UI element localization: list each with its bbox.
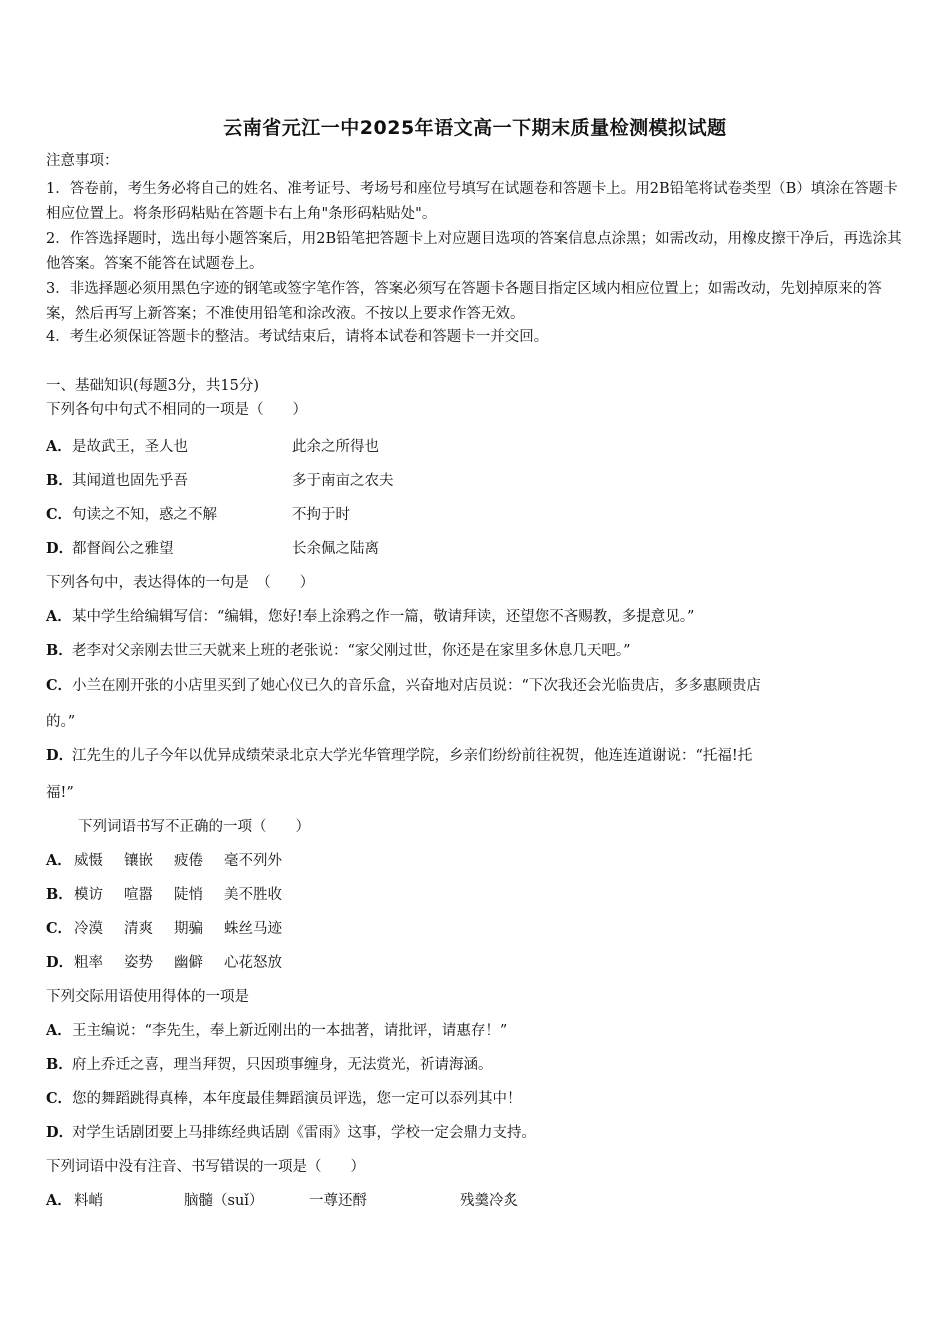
question-2-option-a	[46, 607, 694, 627]
word-4: 心花怒放	[224, 955, 282, 971]
option-label: C．	[46, 1090, 73, 1107]
notice-item-4: 4．考生必须保证答题卡的整洁。考试结束后，请将本试卷和答题卡一并交回。	[46, 329, 549, 345]
option-text: 对学生话剧团要上马排练经典话剧《雷雨》这事，学校一定会鼎力支持。	[72, 1125, 536, 1141]
option-text: 句读之不知，惑之不解	[72, 507, 217, 523]
question-1-option-d	[46, 539, 446, 559]
option-label: A．	[46, 438, 72, 455]
question-2-option-d-cont: 福!”	[46, 785, 74, 801]
question-2-stem: 下列各句中，表达得体的一句是 （ ）	[46, 575, 315, 591]
word-1: 冷漠	[74, 921, 103, 937]
word-4: 蛛丝马迹	[224, 921, 282, 937]
word-1: 粗率	[74, 955, 103, 971]
option-label: C．	[46, 920, 73, 937]
option-text: 是故武王，圣人也	[72, 439, 188, 455]
word-2: 清爽	[124, 921, 153, 937]
option-label: A．	[46, 608, 72, 625]
word-4: 残羹冷炙	[460, 1193, 518, 1209]
word-4: 美不胜收	[224, 887, 282, 903]
notice-item-3: 3．非选择题必须用黑色字迹的钢笔或签字笔作答，答案必须写在答题卡各题目指定区域内相应位置上；如需改动，先划掉原来的答案，然后再写上新答案；不准使用铅笔和涂改液。不按以上要求作答无效。	[46, 281, 882, 322]
option-label: D．	[46, 954, 74, 971]
option-label: C．	[46, 677, 73, 694]
question-3-option-b	[46, 885, 446, 905]
word-1: 模访	[74, 887, 103, 903]
option-text-2: 长余佩之陆离	[292, 541, 379, 557]
question-4-stem: 下列交际用语使用得体的一项是	[46, 989, 249, 1005]
option-text: 您的舞蹈跳得真棒，本年度最佳舞蹈演员评选，您一定可以忝列其中！	[72, 1091, 522, 1107]
option-label: A．	[46, 1192, 72, 1209]
word-1: 威慑	[74, 853, 103, 869]
option-text-2: 多于南亩之农夫	[292, 473, 394, 489]
question-2-option-b	[46, 641, 631, 661]
word-3: 一尊还酹	[309, 1193, 367, 1209]
question-4-option-d	[46, 1123, 536, 1143]
option-label: B．	[46, 472, 73, 489]
option-label: D．	[46, 540, 74, 557]
option-label: D．	[46, 747, 74, 764]
word-3: 陡悄	[174, 887, 203, 903]
question-3-option-d	[46, 953, 446, 973]
word-2: 姿势	[124, 955, 153, 971]
option-label: A．	[46, 852, 72, 869]
question-4-option-b	[46, 1055, 493, 1075]
word-3: 疲倦	[174, 853, 203, 869]
question-3-option-a	[46, 851, 446, 871]
option-text: 王主编说：“李先生，奉上新近刚出的一本拙著，请批评，请惠存！”	[72, 1023, 508, 1039]
question-4-option-c	[46, 1089, 522, 1109]
option-text: 老李对父亲刚去世三天就来上班的老张说：“家父刚过世，你还是在家里多休息几天吧。”	[72, 643, 631, 659]
page-title: 云南省元江一中2025年语文高一下期末质量检测模拟试题	[223, 117, 727, 139]
option-text: 府上乔迁之喜，理当拜贺，只因琐事缠身，无法赏光，祈请海涵。	[72, 1057, 493, 1073]
word-3: 幽僻	[174, 955, 203, 971]
question-3-option-c	[46, 919, 446, 939]
notice-item-1: 1．答卷前，考生务必将自己的姓名、准考证号、考场号和座位号填写在试题卷和答题卡上。用2B铅笔将试卷类型（B）填涂在答题卡相应位置上。将条形码粘贴在答题卡右上角"条形码粘贴处"。	[46, 181, 898, 222]
question-2-option-c-cont: 的。”	[46, 714, 76, 730]
word-2: 喧嚣	[124, 887, 153, 903]
word-3: 期骗	[174, 921, 203, 937]
option-label: C．	[46, 506, 73, 523]
option-text-2: 此余之所得也	[292, 439, 379, 455]
notice-item-2: 2．作答选择题时，选出每小题答案后，用2B铅笔把答题卡上对应题目选项的答案信息点涂黑；如需改动，用橡皮擦干净后，再选涂其他答案。答案不能答在试题卷上。	[46, 231, 902, 272]
question-4-option-a	[46, 1021, 507, 1041]
question-1-option-b	[46, 471, 446, 491]
option-label: A．	[46, 1022, 72, 1039]
question-5-stem: 下列词语中没有注音、书写错误的一项是（ ）	[46, 1159, 365, 1175]
question-5-option-a	[46, 1191, 566, 1211]
option-text: 江先生的儿子今年以优异成绩荣录北京大学光华管理学院，乡亲们纷纷前往祝贺，他连连道谢说：“托福!托	[72, 748, 753, 764]
question-2-option-c	[46, 676, 761, 696]
option-text: 某中学生给编辑写信：“编辑，您好!奉上涂鸦之作一篇，敬请拜读，还望您不吝赐教，多提意见。”	[72, 609, 695, 625]
word-2: 镶嵌	[124, 853, 153, 869]
option-label: B．	[46, 642, 73, 659]
word-1: 料峭	[74, 1193, 103, 1209]
section-heading: 一、基础知识(每题3分，共15分)	[46, 378, 259, 394]
option-text: 其闻道也固先乎吾	[72, 473, 188, 489]
option-text-2: 不拘于时	[292, 507, 350, 523]
question-3-stem: 下列词语书写不正确的一项（ ）	[78, 819, 310, 835]
option-text: 小兰在刚开张的小店里买到了她心仪已久的音乐盒，兴奋地对店员说：“下次我还会光临贵店，多多惠顾贵店	[72, 678, 761, 694]
option-text: 都督阎公之雅望	[72, 541, 174, 557]
question-1-option-a	[46, 437, 446, 457]
word-2: 脑髓（suǐ）	[184, 1193, 264, 1209]
notice-heading: 注意事项：	[46, 153, 119, 169]
question-2-option-d	[46, 746, 752, 766]
option-label: B．	[46, 886, 73, 903]
question-1-option-c	[46, 505, 446, 525]
word-4: 毫不列外	[224, 853, 282, 869]
question-1-stem: 下列各句中句式不相同的一项是（ ）	[46, 402, 307, 418]
option-label: D．	[46, 1124, 74, 1141]
option-label: B．	[46, 1056, 73, 1073]
